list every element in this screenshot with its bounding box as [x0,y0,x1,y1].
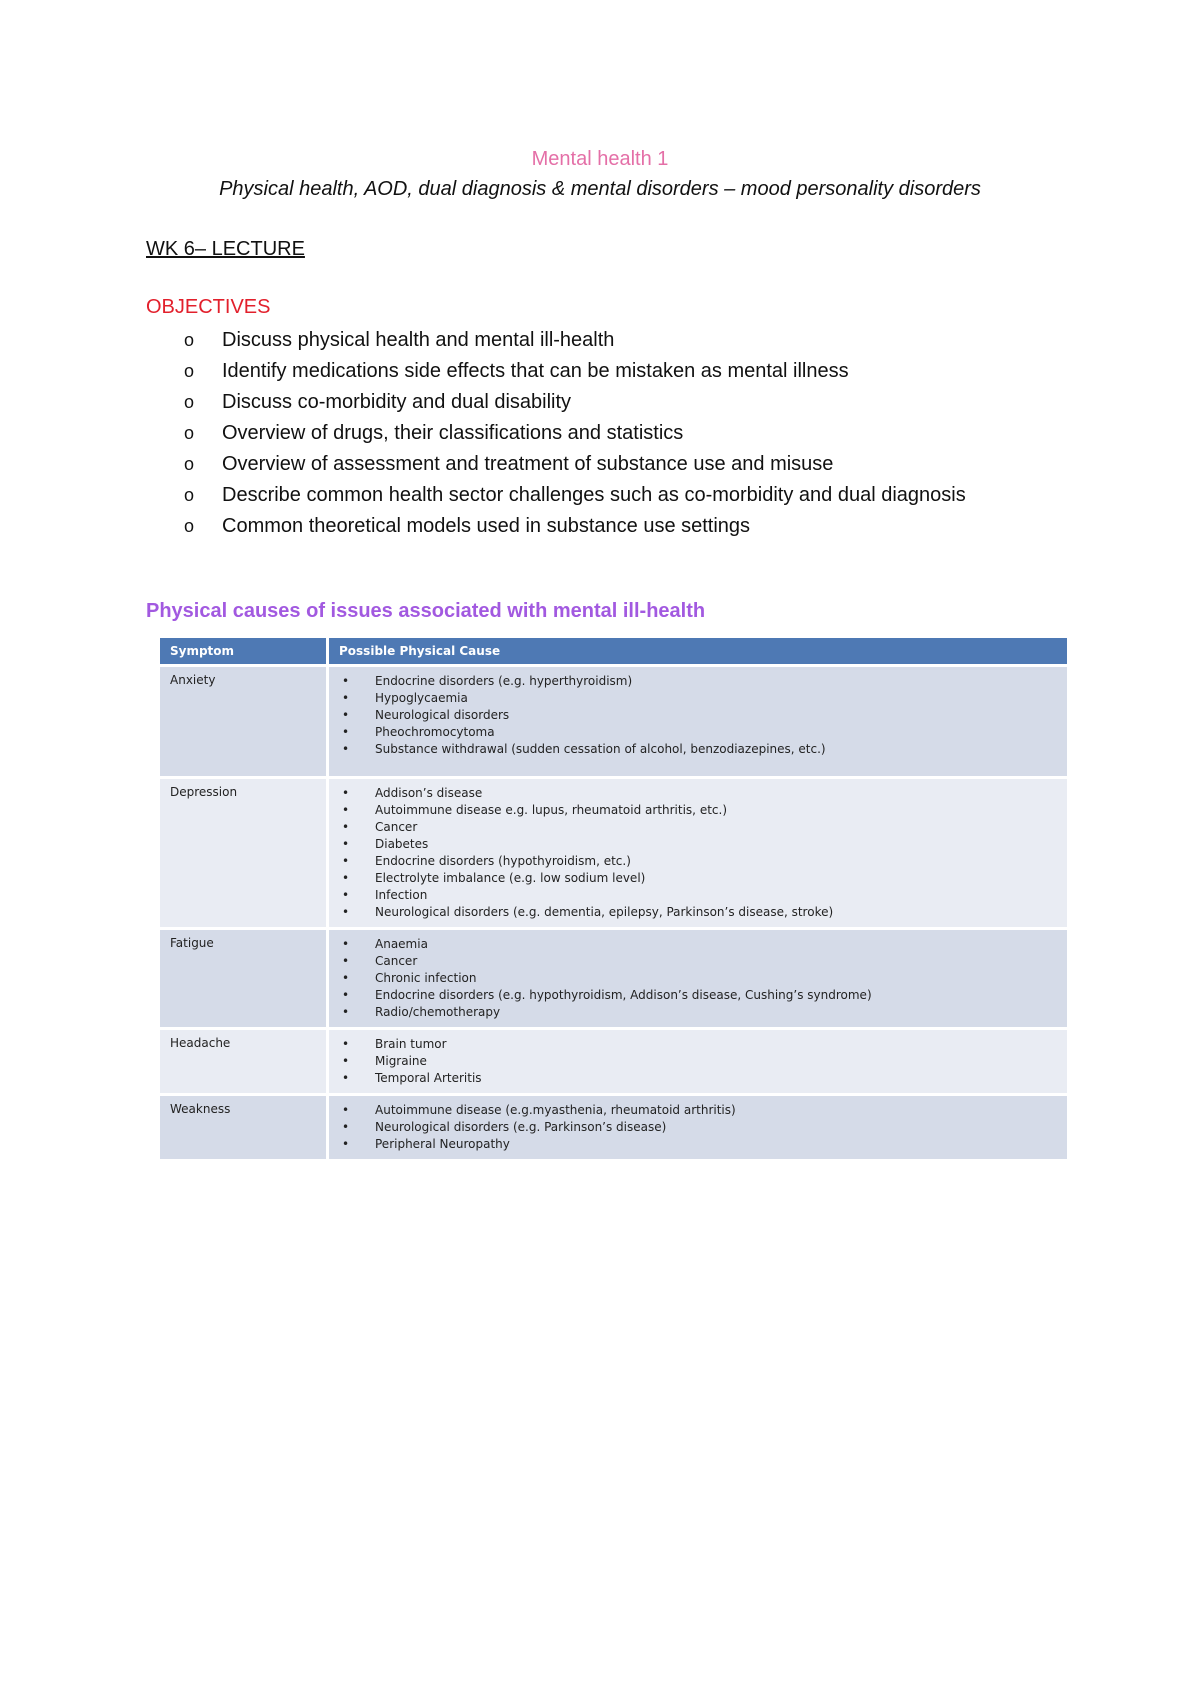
bullet-icon: • [342,725,350,739]
objective-text: Common theoretical models used in substance use settings [222,515,751,537]
bullet-icon: • [342,1071,350,1085]
bullet-icon: • [342,905,350,919]
cause-text: Peripheral Neuropathy [375,1137,510,1151]
causes-cell [329,776,1070,927]
cause-list [339,673,1057,758]
cause-text: Diabetes [375,837,429,851]
symptom-cell: Weakness [160,1093,329,1159]
cause-item [339,870,1057,887]
column-header-symptom: Symptom [160,638,329,664]
cause-item [339,741,1057,758]
objective-text: Describe common health sector challenges such as co-morbidity and dual diagnosis [222,484,966,506]
cause-text: Substance withdrawal (sudden cessation of alcohol, benzodiazepines, etc.) [375,742,826,756]
bullet-icon: • [342,786,350,800]
cause-text: Endocrine disorders (e.g. hypothyroidism, Addison’s disease, Cushing’s syndrome) [375,988,872,1002]
cause-item [339,1053,1057,1070]
cause-item [339,1070,1057,1087]
objective-item [184,480,966,511]
table-header-row [160,638,1070,664]
bullet-o-icon: o [184,392,195,412]
cause-item [339,819,1057,836]
cause-item [339,887,1057,904]
bullet-icon: • [342,1103,350,1117]
cause-item [339,707,1057,724]
bullet-icon: • [342,820,350,834]
bullet-icon: • [342,854,350,868]
column-header-cause: Possible Physical Cause [329,638,1070,664]
cause-list [339,1036,1057,1087]
symptom-cell: Fatigue [160,927,329,1027]
symptom-cell: Anxiety [160,664,329,776]
cause-text: Autoimmune disease e.g. lupus, rheumatoid arthritis, etc.) [375,803,727,817]
causes-cell [329,1093,1070,1159]
causes-cell [329,927,1070,1027]
cause-item [339,724,1057,741]
cause-text: Radio/chemotherapy [375,1005,501,1019]
bullet-icon: • [342,1054,350,1068]
cause-item [339,785,1057,802]
week-heading: WK 6– LECTURE [146,238,305,260]
bullet-icon: • [342,1120,350,1134]
cause-item [339,987,1057,1004]
bullet-icon: • [342,954,350,968]
table-row [160,1027,1070,1093]
bullet-icon: • [342,837,350,851]
cause-item [339,904,1057,921]
bullet-icon: • [342,871,350,885]
cause-item [339,953,1057,970]
objective-text: Overview of drugs, their classifications and statistics [222,422,684,444]
cause-text: Cancer [375,954,418,968]
cause-text: Migraine [375,1054,427,1068]
cause-item [339,690,1057,707]
bullet-icon: • [342,988,350,1002]
physical-causes-table [160,638,1070,1159]
cause-text: Temporal Arteritis [375,1071,482,1085]
cause-text: Endocrine disorders (e.g. hyperthyroidism) [375,674,633,688]
objective-text: Identify medications side effects that can be mistaken as mental illness [222,360,849,382]
table-row [160,664,1070,776]
bullet-o-icon: o [184,361,195,381]
section-heading: Physical causes of issues associated with mental ill-health [146,600,706,622]
cause-item [339,1036,1057,1053]
cause-text: Neurological disorders (e.g. dementia, epilepsy, Parkinson’s disease, stroke) [375,905,834,919]
cause-item [339,970,1057,987]
table-row [160,927,1070,1027]
cause-text: Electrolyte imbalance (e.g. low sodium level) [375,871,646,885]
cause-text: Pheochromocytoma [375,725,495,739]
objective-item [184,511,966,542]
bullet-icon: • [342,803,350,817]
cause-list [339,1102,1057,1153]
objective-text: Discuss physical health and mental ill-health [222,329,615,351]
cause-text: Neurological disorders [375,708,510,722]
bullet-icon: • [342,971,350,985]
objective-item [184,418,966,449]
cause-text: Anaemia [375,937,428,951]
bullet-o-icon: o [184,485,195,505]
bullet-icon: • [342,1005,350,1019]
document-title: Mental health 1 [531,148,669,170]
table-row [160,776,1070,927]
bullet-o-icon: o [184,423,195,443]
cause-text: Autoimmune disease (e.g.myasthenia, rheumatoid arthritis) [375,1103,736,1117]
bullet-icon: • [342,888,350,902]
cause-item [339,802,1057,819]
objective-text: Overview of assessment and treatment of substance use and misuse [222,453,834,475]
table-row [160,1093,1070,1159]
bullet-icon: • [342,708,350,722]
cause-item [339,853,1057,870]
symptom-cell: Depression [160,776,329,927]
bullet-o-icon: o [184,516,195,536]
cause-text: Hypoglycaemia [375,691,468,705]
cause-text: Brain tumor [375,1037,447,1051]
bullet-icon: • [342,691,350,705]
cause-text: Neurological disorders (e.g. Parkinson’s disease) [375,1120,667,1134]
bullet-icon: • [342,1137,350,1151]
cause-text: Addison’s disease [375,786,483,800]
physical-causes-table-wrap [160,638,1070,1159]
cause-item [339,836,1057,853]
objectives-heading: OBJECTIVES [146,296,271,318]
cause-text: Chronic infection [375,971,477,985]
objective-item [184,356,966,387]
cause-text: Cancer [375,820,418,834]
cause-item [339,1136,1057,1153]
bullet-icon: • [342,674,350,688]
objective-item [184,325,966,356]
cause-item [339,1102,1057,1119]
bullet-icon: • [342,937,350,951]
cause-text: Infection [375,888,428,902]
cause-text: Endocrine disorders (hypothyroidism, etc.) [375,854,631,868]
cause-list [339,936,1057,1021]
bullet-o-icon: o [184,330,195,350]
cause-item [339,1119,1057,1136]
bullet-icon: • [342,1037,350,1051]
bullet-o-icon: o [184,454,195,474]
symptom-cell: Headache [160,1027,329,1093]
causes-cell [329,1027,1070,1093]
objectives-list [184,325,966,542]
document-subtitle: Physical health, AOD, dual diagnosis & mental disorders – mood personality disorders [219,178,981,200]
objective-item [184,449,966,480]
bullet-icon: • [342,742,350,756]
cause-item [339,1004,1057,1021]
objective-text: Discuss co-morbidity and dual disability [222,391,572,413]
cause-item [339,936,1057,953]
causes-cell [329,664,1070,776]
objective-item [184,387,966,418]
cause-list [339,785,1057,921]
cause-item [339,673,1057,690]
